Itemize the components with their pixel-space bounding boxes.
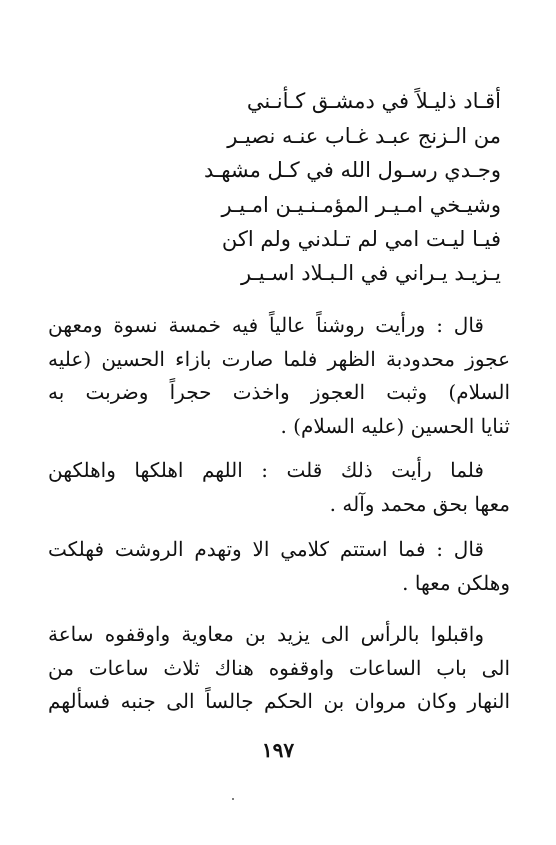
poem-verse: من الـزنج عبـد غـاب عنـه نصيـر [227, 124, 501, 148]
paragraph-line: فلما رأيت ذلك قلت : اللهم اهلكها واهلكهن [48, 458, 484, 482]
paragraph-line: وهلكن معها . [402, 571, 510, 595]
paragraph-line: معها بحق محمد وآله . [329, 492, 510, 516]
poem-verse: أقـاد ذليـلاً في دمشـق كـأنـني [246, 89, 501, 113]
paragraph-line: السلام) وثبت العجوز واخذت حجراً وضربت به [48, 380, 510, 404]
ink-speck [232, 798, 234, 800]
poem-verse: فيـا ليـت امي لم تـلدني ولم اكن [221, 227, 501, 251]
poem-verse: يـزيـد يـراني في الـبـلاد اسـيـر [240, 261, 501, 285]
paragraph-line: قال : فما استتم كلامي الا وتهدم الروشت فهلكت [48, 537, 484, 561]
page-number: ١٩٧ [261, 738, 295, 762]
paragraph-line: ثنايا الحسين (عليه السلام) . [280, 414, 510, 438]
paragraph-line: النهار وكان مروان بن الحكم جالساً الى جنبه فسألهم [48, 689, 510, 713]
paragraph-line: الى باب الساعات واوقفوه هناك ثلاث ساعات من [48, 656, 510, 680]
paragraph-line: قال : ورأيت روشناً عالياً فيه خمسة نسوة ومعهن [48, 313, 484, 337]
poem-verse: وشيـخي امـيـر المؤمـنـيـن امـيـر [221, 193, 501, 217]
paragraph-line: عجوز محدودبة الظهر فلما صارت بازاء الحسين (عليه [48, 347, 510, 371]
poem-verse: وجـدي رسـول الله في كـل مشهـد [204, 158, 501, 182]
paragraph-line: واقبلوا بالرأس الى يزيد بن معاوية واوقفوه ساعة [48, 622, 484, 646]
